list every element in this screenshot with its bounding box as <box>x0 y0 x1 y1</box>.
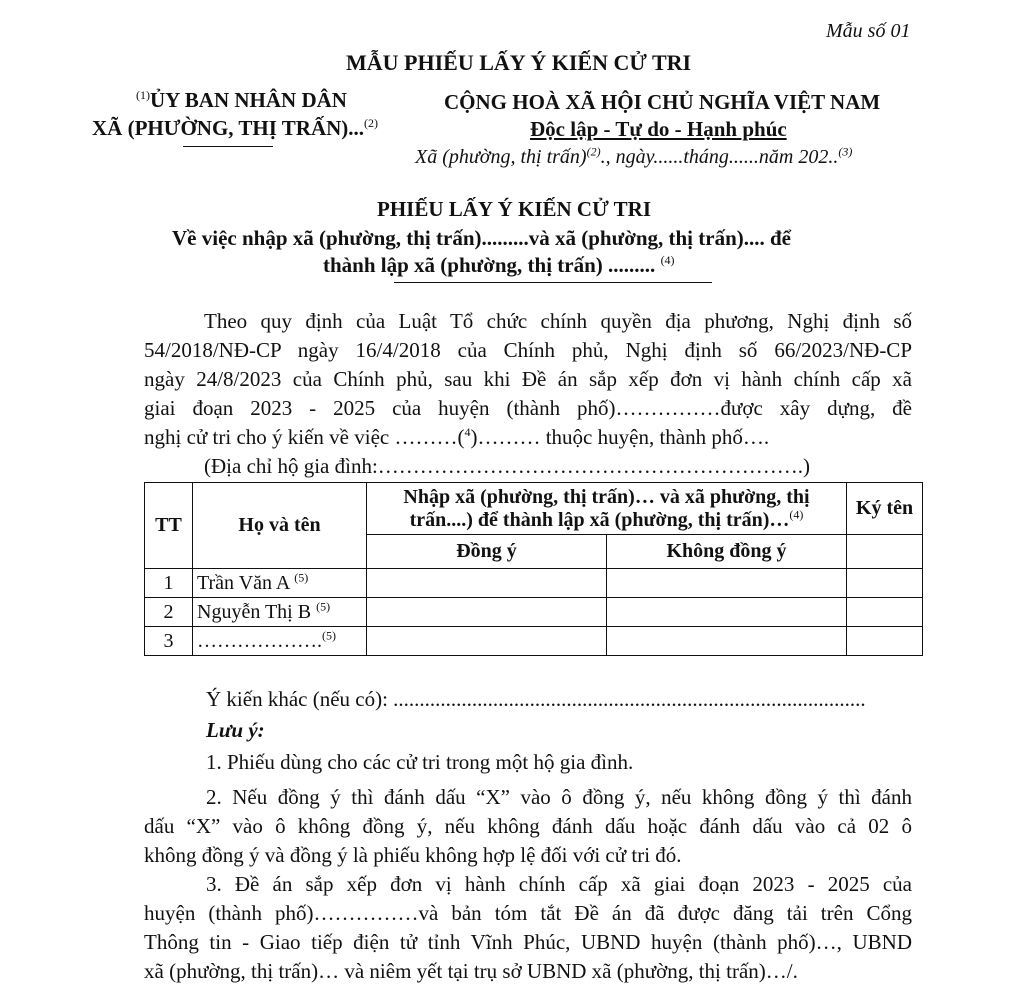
row-marker: (5) <box>316 598 331 613</box>
ballot-subject-line2 <box>323 253 675 278</box>
col-header-name: Họ và tên <box>193 483 367 569</box>
intro-line4: giai đoạn 2023 - 2025 của huyện (thành phố)……………được xây dựng, đề <box>144 396 912 420</box>
left-header-agency: ỦY BAN NHÂN DÂN <box>150 88 347 112</box>
col-header-question-marker: (4) <box>789 506 804 521</box>
note-3-line4: xã (phường, thị trấn)… và niêm yết tại trụ sở UBND xã (phường, thị trấn)…/. <box>144 959 798 983</box>
signature-cell[interactable] <box>847 627 923 656</box>
note-2-line3: không đồng ý và đồng ý là phiếu không hợp lệ đối với cử tri đó. <box>144 843 682 867</box>
agree-cell[interactable] <box>367 569 607 598</box>
row-marker: (5) <box>322 627 336 642</box>
intro-line5-start: nghị cử tri cho ý kiến về việc ………( <box>144 425 465 449</box>
note-2-line2: dấu “X” vào ô không đồng ý, nếu không đánh dấu hoặc đánh dấu vào cả 02 ô <box>144 814 912 838</box>
intro-line5-end: )……… thuộc huyện, thành phố…. <box>470 425 770 449</box>
col-header-tt: TT <box>145 483 193 569</box>
note-3-line2: huyện (thành phố)……………và bản tóm tắt Đề án đã được đăng tải trên Cổng <box>144 901 912 925</box>
table-row <box>145 598 923 627</box>
row-tt: 2 <box>145 598 193 627</box>
table-row <box>145 627 923 656</box>
disagree-cell[interactable] <box>607 569 847 598</box>
disagree-cell[interactable] <box>607 627 847 656</box>
left-header-line1 <box>136 88 347 113</box>
row-name-text: Nguyễn Thị B <box>197 600 312 623</box>
intro-line5 <box>144 423 769 452</box>
left-header-commune: XÃ (PHƯỜNG, THỊ TRẤN)... <box>92 116 365 140</box>
left-header-line2-marker: (2) <box>364 116 379 130</box>
note-3-line3: Thông tin - Giao tiếp điện tử tỉnh Vĩnh Phúc, UBND huyện (thành phố)…, UBND <box>144 930 912 954</box>
col-header-sign: Ký tên <box>847 483 923 535</box>
ballot-subject-line1: Về việc nhập xã (phường, thị trấn).........và xã (phường, thị trấn).... để <box>172 226 792 250</box>
row-name <box>193 569 367 598</box>
row-name-text: Trần Văn A <box>197 571 290 594</box>
disagree-cell[interactable] <box>607 598 847 627</box>
voting-table <box>144 482 923 656</box>
col-header-question <box>367 483 847 535</box>
row-tt: 3 <box>145 627 193 656</box>
place-date-commune: Xã (phường, thị trấn) <box>415 146 587 168</box>
left-header-marker: (1) <box>136 88 150 102</box>
col-header-question-text: Nhập xã (phường, thị trấn)… và xã phường, thị trấn....) để thành lập xã (phường, thị trấn)… <box>403 485 810 531</box>
signature-cell[interactable] <box>847 569 923 598</box>
ballot-subject-text: thành lập xã (phường, thị trấn) ......... <box>323 253 656 277</box>
ballot-subject-underline <box>394 282 712 283</box>
signature-cell[interactable] <box>847 598 923 627</box>
other-opinion: Ý kiến khác (nếu có): .......................................................................................... <box>206 687 866 711</box>
household-address: (Địa chỉ hộ gia đình:…………………………………………………….) <box>204 454 811 478</box>
left-header-line2 <box>92 116 378 141</box>
note-3 <box>144 870 912 986</box>
note-2-line1: 2. Nếu đồng ý thì đánh dấu “X” vào ô đồng ý, nếu không đồng ý thì đánh <box>206 785 912 809</box>
place-date-date: ., ngày......tháng......năm 202.. <box>600 146 839 168</box>
agree-cell[interactable] <box>367 627 607 656</box>
col-header-disagree: Không đồng ý <box>607 535 847 569</box>
intro-paragraph <box>144 307 912 423</box>
row-marker: (5) <box>294 569 309 584</box>
intro-line2: 54/2018/NĐ-CP ngày 16/4/2018 của Chính phủ, Nghị định số 66/2023/NĐ-CP <box>144 338 912 362</box>
intro-line3: ngày 24/8/2023 của Chính phủ, sau khi Đề án sắp xếp đơn vị hành chính cấp xã <box>144 367 912 391</box>
form-title: MẪU PHIẾU LẤY Ý KIẾN CỬ TRI <box>346 50 692 75</box>
place-date-line <box>415 146 852 169</box>
form-number: Mẫu số 01 <box>826 20 911 42</box>
country-name: CỘNG HOÀ XÃ HỘI CHỦ NGHĨA VIỆT NAM <box>444 90 881 114</box>
motto: Độc lập - Tự do - Hạnh phúc <box>530 117 787 141</box>
row-name-text: ………………. <box>197 629 322 652</box>
col-header-agree: Đồng ý <box>367 535 607 569</box>
intro-line1: Theo quy định của Luật Tổ chức chính quyền địa phương, Nghị định số <box>204 309 912 333</box>
row-tt: 1 <box>145 569 193 598</box>
note-3-line1: 3. Đề án sắp xếp đơn vị hành chính cấp xã giai đoạn 2023 - 2025 của <box>206 872 912 896</box>
row-name <box>193 598 367 627</box>
row-name <box>193 627 367 656</box>
ballot-title: PHIẾU LẤY Ý KIẾN CỬ TRI <box>377 197 652 221</box>
sign-subheader-empty <box>847 535 923 569</box>
note-1: 1. Phiếu dùng cho các cử tri trong một hộ gia đình. <box>206 750 634 774</box>
ballot-subject-marker: (4) <box>660 253 675 267</box>
notes-heading: Lưu ý: <box>206 718 265 742</box>
table-row <box>145 569 923 598</box>
intro-line5-marker: 4 <box>464 425 471 439</box>
place-date-marker-3: (3) <box>838 144 853 159</box>
agree-cell[interactable] <box>367 598 607 627</box>
place-date-marker-2: (2) <box>586 144 601 159</box>
left-header-underline <box>183 146 273 147</box>
note-2 <box>144 783 912 870</box>
